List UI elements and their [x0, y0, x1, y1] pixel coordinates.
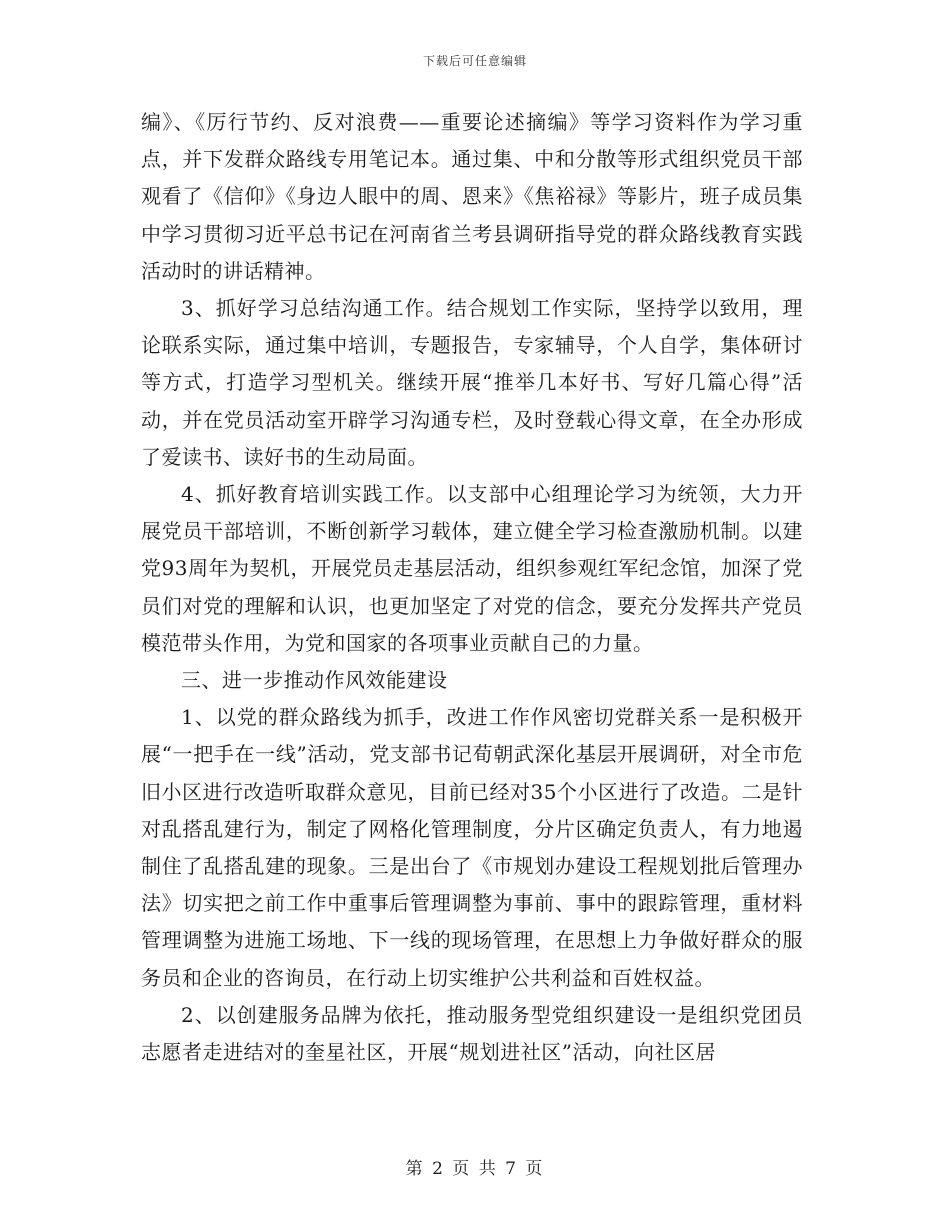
- paragraph-section3-item-1: 1、以党的群众路线为抓手，改进工作作风密切党群关系一是积极开展“一把手在一线”活动，党支部书记荀朝武深化基层开展调研，对全市危旧小区进行改造听取群众意见，目前已经对35个小区进行了改造。二是针对乱搭乱建行为，制定了网格化管理制度，分片区确定负责人，有力地遏制住了乱搭乱建的现象。三是出台了《市规划办建设工程规划批后管理办法》切实把之前工作中重事后管理调整为事前、事中的跟踪管理，重材料管理调整为进施工场地、下一线的现场管理，在思想上力争做好群众的服务员和企业的咨询员，在行动上切实维护公共利益和百姓权益。: [141, 705, 803, 990]
- page-number-footer: 第 2 页 共 7 页: [405, 1159, 545, 1179]
- document-body: [141, 104, 803, 1071]
- paragraph-item-3: 3、抓好学习总结沟通工作。结合规划工作实际，坚持学以致用，理论联系实际，通过集中培训，专题报告，专家辅导，个人自学，集体研讨等方式，打造学习型机关。继续开展“推举几本好书、写好几篇心得”活动，并在党员活动室开辟学习沟通专栏，及时登载心得文章，在全办形成了爱读书、读好书的生动局面。: [141, 296, 803, 469]
- paragraph-continuation: 编》、《厉行节约、反对浪费——重要论述摘编》等学习资料作为学习重点，并下发群众路线专用笔记本。通过集、中和分散等形式组织党员干部观看了《信仰》《身边人眼中的周、恩来》《焦裕禄》等影片，班子成员集中学习贯彻习近平总书记在河南省兰考县调研指导党的群众路线教育实践活动时的讲话精神。: [141, 110, 803, 283]
- section-heading-3: 三、进一步推动作风效能建设: [181, 668, 448, 693]
- paragraph-item-4: 4、抓好教育培训实践工作。以支部中心组理论学习为统领，大力开展党员干部培训，不断创新学习载体，建立健全学习检查激励机制。以建党93周年为契机，开展党员走基层活动，组织参观红军纪念馆，加深了党员们对党的理解和认识，也更加坚定了对党的信念，要充分发挥共产党员模范带头作用，为党和国家的各项事业贡献自己的力量。: [141, 482, 803, 655]
- page-header: 下载后可任意编辑: [422, 54, 527, 68]
- paragraph-section3-item-2: 2、以创建服务品牌为依托，推动服务型党组织建设一是组织党团员志愿者走进结对的奎星社区，开展“规划进社区”活动，向社区居: [141, 1002, 803, 1065]
